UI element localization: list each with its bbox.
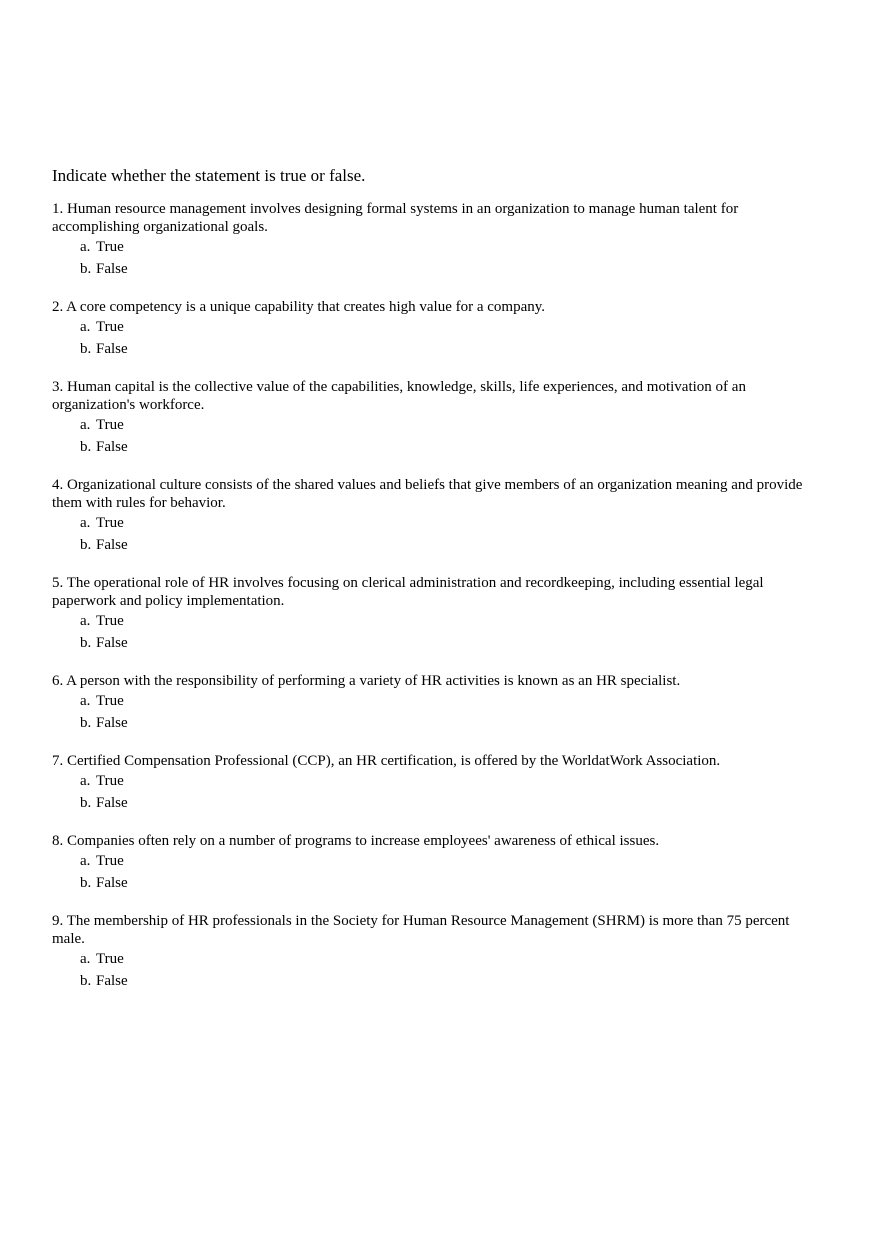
option-letter: a. <box>80 693 91 709</box>
option-label: False <box>96 973 128 989</box>
question-8 <box>52 832 812 894</box>
option-label: False <box>96 537 128 553</box>
option-label: True <box>96 951 124 967</box>
document-page <box>52 165 812 1010</box>
option-true[interactable] <box>80 316 812 338</box>
option-label: True <box>96 773 124 789</box>
option-label: True <box>96 515 124 531</box>
option-true[interactable] <box>80 948 812 970</box>
option-false[interactable] <box>80 792 812 814</box>
option-true[interactable] <box>80 512 812 534</box>
answer-options <box>52 512 812 556</box>
option-letter: b. <box>80 795 92 811</box>
option-label: True <box>96 417 124 433</box>
question-9 <box>52 912 812 992</box>
answer-options <box>52 414 812 458</box>
option-label: False <box>96 795 128 811</box>
option-true[interactable] <box>80 770 812 792</box>
option-label: True <box>96 319 124 335</box>
option-true[interactable] <box>80 610 812 632</box>
question-text: 5. The operational role of HR involves focusing on clerical administration and recordkeeping, including essential legal paperwork and policy implementation. <box>52 575 764 609</box>
option-letter: b. <box>80 635 92 651</box>
option-letter: b. <box>80 875 92 891</box>
option-letter: b. <box>80 537 92 553</box>
option-true[interactable] <box>80 850 812 872</box>
answer-options <box>52 316 812 360</box>
question-text: 6. A person with the responsibility of performing a variety of HR activities is known as an HR specialist. <box>52 673 681 689</box>
option-letter: b. <box>80 973 92 989</box>
question-7 <box>52 752 812 814</box>
option-letter: b. <box>80 261 92 277</box>
option-letter: a. <box>80 515 91 531</box>
option-label: True <box>96 853 124 869</box>
option-letter: b. <box>80 715 92 731</box>
option-label: False <box>96 261 128 277</box>
option-false[interactable] <box>80 436 812 458</box>
option-false[interactable] <box>80 970 812 992</box>
answer-options <box>52 236 812 280</box>
question-text: 8. Companies often rely on a number of programs to increase employees' awareness of ethical issues. <box>52 833 660 849</box>
option-label: True <box>96 613 124 629</box>
option-false[interactable] <box>80 712 812 734</box>
option-letter: a. <box>80 613 91 629</box>
option-letter: a. <box>80 853 91 869</box>
option-label: True <box>96 693 124 709</box>
answer-options <box>52 690 812 734</box>
option-letter: a. <box>80 319 91 335</box>
question-2 <box>52 298 812 360</box>
option-false[interactable] <box>80 338 812 360</box>
option-letter: a. <box>80 417 91 433</box>
question-text: 7. Certified Compensation Professional (CCP), an HR certification, is offered by the WorldatWork Association. <box>52 753 721 769</box>
option-label: True <box>96 239 124 255</box>
option-true[interactable] <box>80 236 812 258</box>
question-text: 3. Human capital is the collective value of the capabilities, knowledge, skills, life experiences, and motivation of an organization's workforce. <box>52 379 746 413</box>
question-text: 2. A core competency is a unique capability that creates high value for a company. <box>52 299 546 315</box>
option-label: False <box>96 875 128 891</box>
question-1 <box>52 200 812 280</box>
instructions-heading: Indicate whether the statement is true or false. <box>52 166 366 185</box>
question-3 <box>52 378 812 458</box>
option-label: False <box>96 635 128 651</box>
option-false[interactable] <box>80 534 812 556</box>
option-letter: a. <box>80 773 91 789</box>
option-true[interactable] <box>80 414 812 436</box>
answer-options <box>52 850 812 894</box>
option-letter: a. <box>80 239 91 255</box>
question-text: 4. Organizational culture consists of the shared values and beliefs that give members of an organization meaning and provide them with rules for behavior. <box>52 477 803 511</box>
option-false[interactable] <box>80 872 812 894</box>
question-6 <box>52 672 812 734</box>
question-text: 1. Human resource management involves designing formal systems in an organization to manage human talent for accomplishing organizational goals. <box>52 201 739 235</box>
option-label: False <box>96 715 128 731</box>
option-letter: a. <box>80 951 91 967</box>
option-label: False <box>96 439 128 455</box>
question-4 <box>52 476 812 556</box>
answer-options <box>52 610 812 654</box>
answer-options <box>52 770 812 814</box>
option-letter: b. <box>80 341 92 357</box>
answer-options <box>52 948 812 992</box>
question-text: 9. The membership of HR professionals in the Society for Human Resource Management (SHRM) is more than 75 percent male. <box>52 913 790 947</box>
option-label: False <box>96 341 128 357</box>
option-false[interactable] <box>80 258 812 280</box>
option-letter: b. <box>80 439 92 455</box>
question-5 <box>52 574 812 654</box>
option-true[interactable] <box>80 690 812 712</box>
option-false[interactable] <box>80 632 812 654</box>
